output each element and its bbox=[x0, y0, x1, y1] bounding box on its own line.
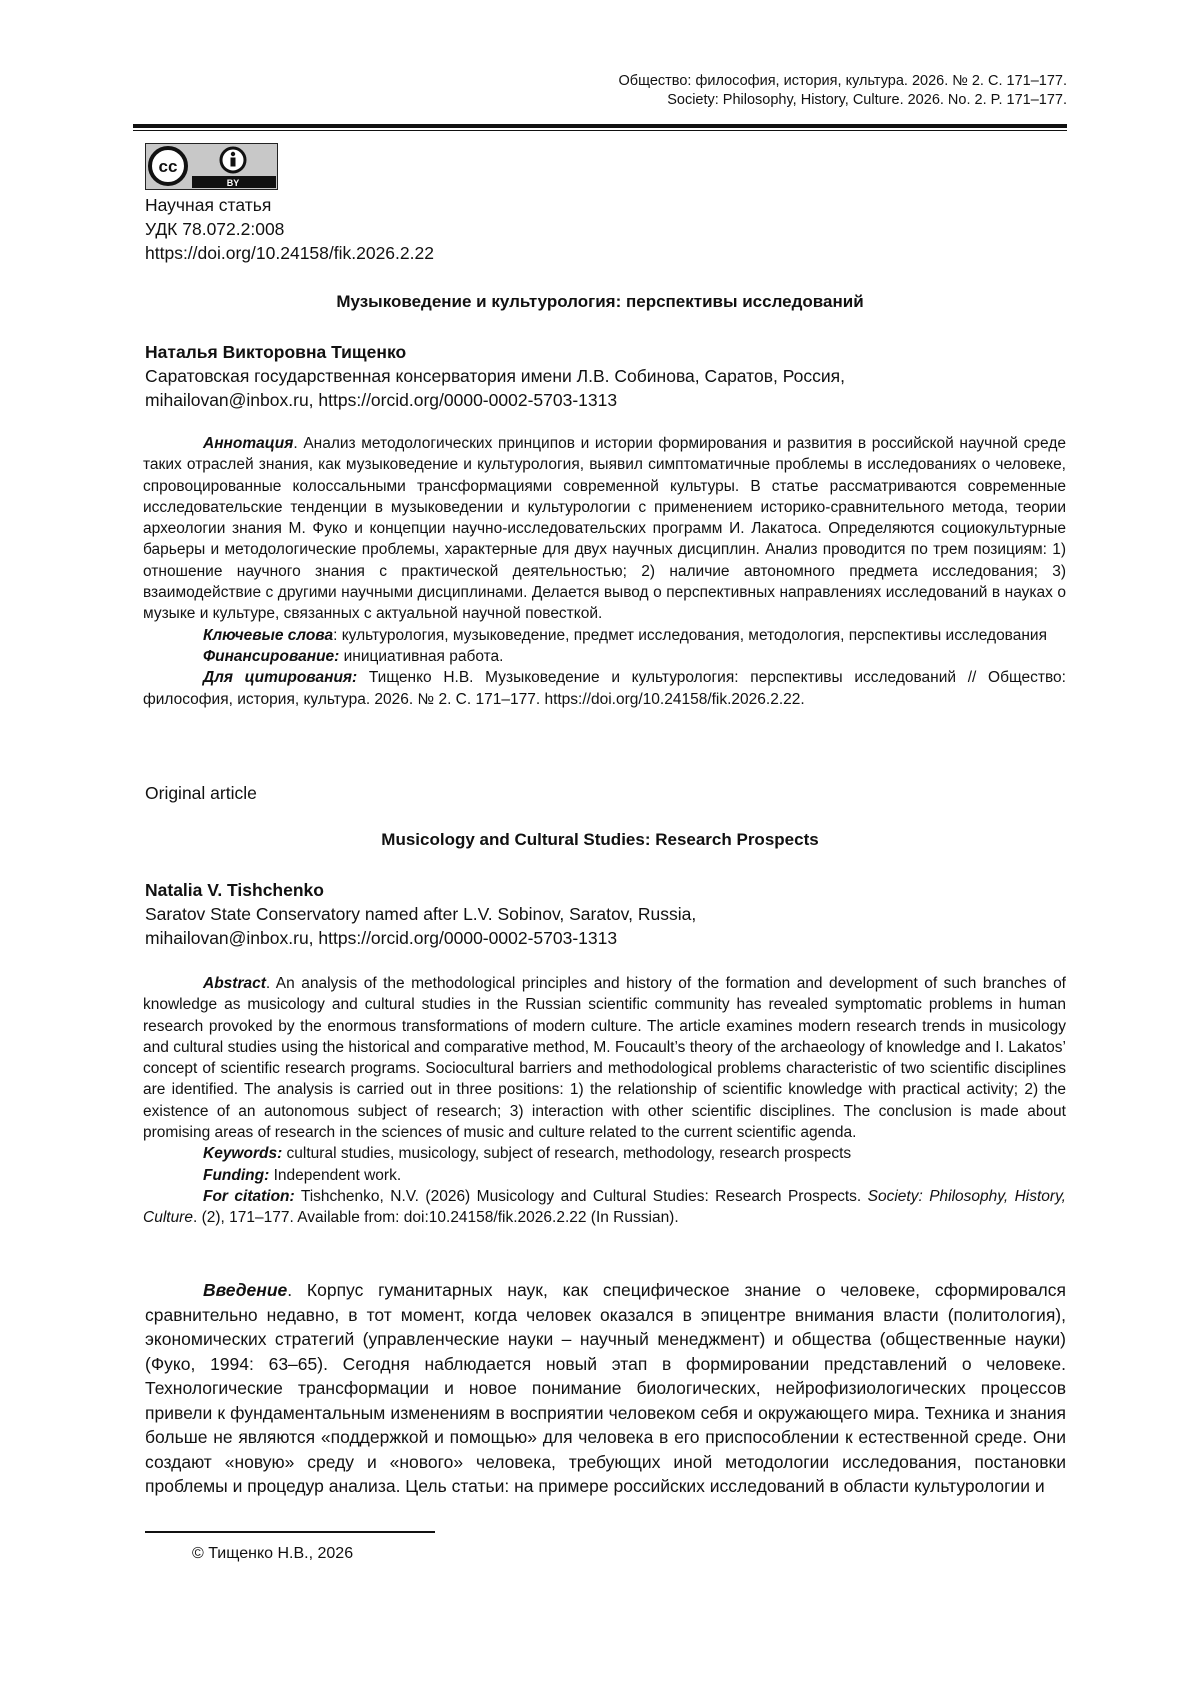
copyright-footnote: © Тищенко Н.В., 2026 bbox=[192, 1545, 354, 1562]
author-block-en bbox=[145, 878, 696, 950]
article-type: Научная статья bbox=[145, 195, 272, 215]
abstract-paragraph-en bbox=[143, 973, 1066, 1143]
original-article-label: Original article bbox=[145, 783, 257, 803]
cc-by-license-badge[interactable] bbox=[145, 143, 278, 190]
author-affiliation-en: Saratov State Conservatory named after L.V. Sobinov, Saratov, Russia, bbox=[145, 904, 697, 924]
running-header-ru: Общество: философия, история, культура. 2026. № 2. С. 171–177. bbox=[618, 73, 1067, 89]
abstract-label-en: Abstract bbox=[203, 975, 266, 992]
keywords-en bbox=[143, 1143, 1066, 1164]
header-rule-thin bbox=[133, 130, 1067, 131]
article-title-ru: Музыковедение и культурология: перспективы исследований bbox=[336, 292, 864, 311]
abstract-text-en: . An analysis of the methodological principles and history of the formation and development of such branches of knowledge as musicology and cultural studies in the Russian scientific community has revealed symptomatic problems in human research provoked by the enormous transformations of modern culture. The article examines modern research trends in musicology and cultural studies using the historical and comparative method, M. Foucault’s theory of the archaeology of knowledge and I. Lakatos’ concept of scientific research programs. Sociocultural barriers and methodological problems characteristic of two scientific disciplines are identified. The analysis is carried out in three positions: 1) the relationship of scientific knowledge with practical activity; 2) the existence of an autonomous subject of research; 3) interaction with other scientific disciplines. The conclusion is made about promising areas of research in the sciences of music and culture related to the current scientific agenda. bbox=[143, 975, 1066, 1142]
article-meta bbox=[145, 193, 434, 265]
udc-code: УДК 78.072.2:008 bbox=[145, 219, 285, 239]
funding-ru bbox=[143, 646, 1066, 667]
keywords-text-en: cultural studies, musicology, subject of research, methodology, research prospects bbox=[282, 1145, 852, 1163]
author-contacts-ru[interactable]: mihailovan@inbox.ru, https://orcid.org/0000-0002-5703-1313 bbox=[145, 390, 618, 410]
abstract-paragraph-ru bbox=[143, 433, 1066, 625]
author-name-en: Natalia V. Tishchenko bbox=[145, 880, 324, 900]
abstract-ru bbox=[143, 433, 1066, 710]
citation-text-en-2: . (2), 171–177. Available from: doi:10.24158/fik.2026.2.22 (In Russian). bbox=[192, 1209, 679, 1227]
footnote-rule bbox=[145, 1531, 435, 1533]
header-rule-thick bbox=[133, 124, 1067, 128]
keywords-ru bbox=[143, 625, 1066, 646]
running-header bbox=[619, 72, 1068, 110]
author-block-ru bbox=[145, 340, 845, 412]
citation-text-en-1: Tishchenko, N.V. (2026) Musicology and Cultural Studies: Research Prospects. bbox=[294, 1187, 868, 1205]
author-name-ru: Наталья Викторовна Тищенко bbox=[145, 342, 407, 362]
keywords-label-ru: Ключевые слова bbox=[203, 626, 334, 644]
cc-badge-by-text: BY bbox=[226, 178, 240, 188]
running-header-en: Society: Philosophy, History, Culture. 2026. No. 2. P. 171–177. bbox=[667, 92, 1067, 108]
body-text bbox=[145, 1278, 1066, 1499]
funding-label-en: Funding: bbox=[203, 1166, 270, 1184]
doi-link[interactable]: https://doi.org/10.24158/fik.2026.2.22 bbox=[145, 243, 434, 263]
keywords-label-en: Keywords: bbox=[203, 1145, 283, 1163]
abstract-label-ru: Аннотация bbox=[203, 435, 294, 452]
author-contacts-en[interactable]: mihailovan@inbox.ru, https://orcid.org/0000-0002-5703-1313 bbox=[145, 928, 618, 948]
cc-badge-cc-text: cc bbox=[158, 157, 178, 176]
cc-by-icon bbox=[146, 144, 276, 188]
keywords-text-ru: : культурология, музыковедение, предмет исследования, методология, перспективы исследования bbox=[333, 626, 1047, 644]
intro-paragraph bbox=[145, 1278, 1066, 1499]
citation-text-ru: Тищенко Н.В. Музыковедение и культурология: перспективы исследований // Общество: философия, история, культура. 2026. № 2. С. 171–177. https://doi.org/10.24158/fik.2026.2.22. bbox=[143, 669, 1066, 708]
article-title-en: Musicology and Cultural Studies: Research Prospects bbox=[381, 830, 819, 849]
citation-label-ru: Для цитирования: bbox=[203, 669, 358, 687]
intro-label: Введение bbox=[203, 1280, 288, 1300]
funding-en bbox=[143, 1165, 1066, 1186]
funding-text-ru: инициативная работа. bbox=[339, 647, 504, 665]
citation-journal-en: Society: Philosophy, History, Culture bbox=[143, 1187, 1066, 1227]
funding-label-ru: Финансирование: bbox=[203, 647, 340, 665]
author-affiliation-ru: Саратовская государственная консерватория имени Л.В. Собинова, Саратов, Россия, bbox=[145, 366, 845, 386]
intro-text: . Корпус гуманитарных наук, как специфическое знание о человеке, сформировался сравнительно недавно, в тот момент, когда человек оказался в эпицентре внимания власти (политология), экономических стратегий (управленческие науки – научный менеджмент) и общества (общественные науки) (Фуко, 1994: 63–65). Сегодня наблюдается новый этап в формировании представлений о человеке. Технологические трансформации и новое понимание биологических, нейрофизиологических процессов привели к фундаментальным изменениям в восприятии человеком себя и окружающего мира. Техника и знания больше не являются «поддержкой и помощью» для человека в его приспособлении к естественной среде. Они создают «новую» среду и «нового» человека, требующих иной методологии исследования, постановки проблемы и процедур анализа. Цель статьи: на примере российских исследований в области культурологии и bbox=[145, 1280, 1066, 1496]
citation-en bbox=[143, 1186, 1066, 1229]
abstract-text-ru: . Анализ методологических принципов и истории формирования и развития в российской научной среде таких отраслей знания, как музыковедение и культурология, выявил симптоматичные проблемы в исследованиях о человеке, спровоцированные колоссальными трансформациями современной культуры. В статье рассматриваются современные исследовательские тенденции в музыковедении и культурологии с применением историко-сравнительного метода, теории археологии знания М. Фуко и концепции научно-исследовательских программ И. Лакатоса. Определяются социокультурные барьеры и методологические проблемы, характерные для двух научных дисциплин. Анализ проводится по трем позициям: 1) отношение научного знания с практической деятельностью; 2) наличие автономного предмета исследования; 3) взаимодействие с другими научными дисциплинами. Делается вывод о перспективных направлениях исследований в науках о музыке и культуре, связанных с актуальной научной повесткой. bbox=[143, 435, 1066, 623]
abstract-en bbox=[143, 973, 1066, 1229]
funding-text-en: Independent work. bbox=[269, 1166, 402, 1184]
citation-ru bbox=[143, 667, 1066, 710]
citation-label-en: For citation: bbox=[203, 1187, 295, 1205]
